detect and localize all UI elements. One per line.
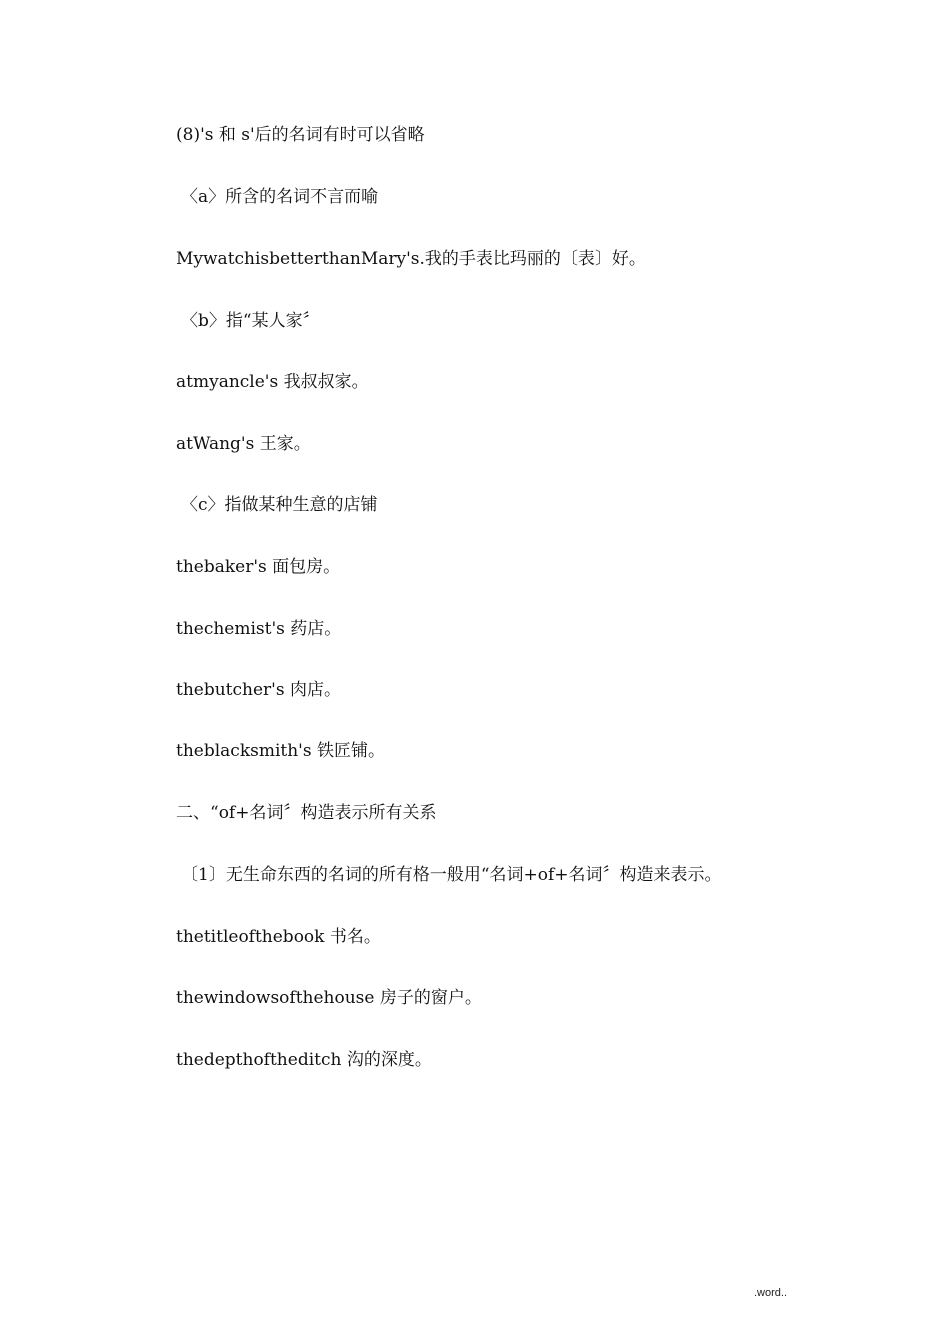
section-heading-2: 二、“of+名词〞构造表示所有关系 — [176, 803, 437, 823]
example-line: atmyancle's 我叔叔家。 — [176, 372, 369, 392]
subheading-c: 〈c〉指做某种生意的店铺 — [181, 495, 378, 515]
example-line: MywatchisbetterthanMary's.我的手表比玛丽的〔表〕好。 — [176, 249, 646, 269]
example-line: thewindowsofthehouse 房子的窗户。 — [176, 988, 482, 1008]
example-line: atWang's 王家。 — [176, 434, 311, 454]
example-line: theblacksmith's 铁匠铺。 — [176, 741, 385, 761]
rule-line-1: 〔1〕无生命东西的名词的所有格一般用“名词+of+名词〞构造来表示。 — [181, 865, 722, 885]
subheading-b: 〈b〉指“某人家〞 — [181, 311, 320, 331]
example-line: thebutcher's 肉店。 — [176, 680, 341, 700]
subheading-a: 〈a〉所含的名词不言而喻 — [181, 187, 379, 207]
page-footer-mark: .word.. — [754, 1287, 788, 1299]
example-line: thebaker's 面包房。 — [176, 557, 341, 577]
example-line: thedepthoftheditch 沟的深度。 — [176, 1050, 432, 1070]
section-heading-8: (8)'s 和 s'后的名词有时可以省略 — [176, 125, 425, 145]
example-line: thechemist's 药店。 — [176, 619, 342, 639]
example-line: thetitleofthebook 书名。 — [176, 927, 381, 947]
